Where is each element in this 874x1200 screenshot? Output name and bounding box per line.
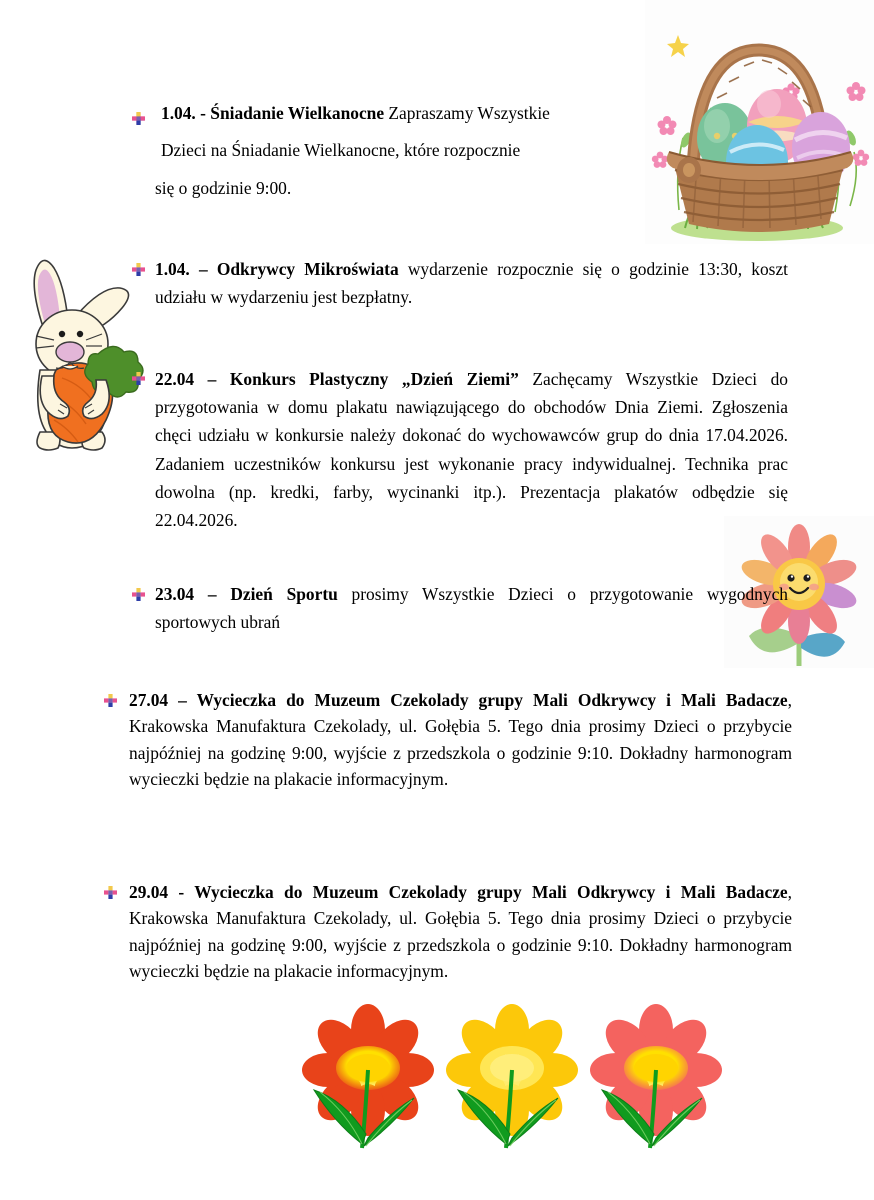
list-item [133, 365, 788, 534]
list-item-paragraph [155, 365, 788, 534]
list-item [133, 105, 653, 217]
cross-bullet-icon [104, 885, 117, 898]
list-item-line-2: Dzieci na Śniadanie Wielkanocne, które rozpocznie [161, 140, 521, 161]
list-item-text: Zapraszamy Wszystkie [384, 103, 550, 123]
list-item-lead: 1.04. - Śniadanie Wielkanocne [161, 103, 385, 123]
list-item-paragraph [129, 879, 792, 985]
list-item-paragraph [155, 581, 788, 637]
cross-bullet-icon [132, 111, 145, 124]
list-item-text: wydarzenie rozpocznie się o godzinie 13:30, koszt udziału w wydarzeniu jest bezpłatny. [155, 259, 788, 307]
list-item [133, 581, 788, 637]
list-item-text: prosimy Wszystkie Dzieci o przygotowanie wygodnych sportowych ubrań [155, 584, 788, 632]
three-flowers-image [268, 1004, 746, 1194]
list-item-paragraph [155, 256, 788, 311]
bunny-with-carrot-image [14, 252, 146, 457]
list-item-line-3: się o godzinie 9:00. [155, 177, 292, 198]
cross-bullet-icon [132, 262, 145, 275]
list-item-lead: 27.04 – Wycieczka do Muzeum Czekolady grupy Mali Odkrywcy i Mali Badacze [129, 690, 788, 710]
list-item-lead: 22.04 – Konkurs Plastyczny „Dzień Ziemi” [155, 369, 519, 389]
list-item-text: Zachęcamy Wszystkie Dzieci do przygotowania w domu plakatu nawiązującego do obchodów Dnia Ziemi. Zgłoszenia chęci udziału w konkursie należy dokonać do wychowawców grup do dnia 17.04.2026. Zadaniem uczestników konkursu jest wykonanie pracy indywidualnej. Technika prac dowolna (np. kredki, farby, wycinanki itp.). Prezentacja plakatów odbędzie się 22.04.2026. [155, 369, 788, 530]
list-item-line-1 [161, 105, 653, 122]
cross-bullet-icon [132, 587, 145, 600]
cross-bullet-icon [104, 693, 117, 706]
list-item-text: , Krakowska Manufaktura Czekolady, ul. Gołębia 5. Tego dnia prosimy Dzieci o przybycie najpóźniej na godzinę 9:00, wyjście z przedszkola o godzinie 9:10. Dokładny harmonogram wycieczki będzie na plakacie informacyjnym. [129, 882, 792, 982]
list-item-paragraph [129, 687, 792, 793]
list-item [105, 879, 792, 985]
list-item [105, 687, 792, 793]
list-item [133, 256, 788, 311]
cross-bullet-icon [132, 371, 145, 384]
easter-basket-image [645, 0, 874, 244]
list-item-lead: 29.04 - Wycieczka do Muzeum Czekolady grupy Mali Odkrywcy i Mali Badacze [129, 882, 788, 902]
list-item-text: , Krakowska Manufaktura Czekolady, ul. Gołębia 5. Tego dnia prosimy Dzieci o przybycie najpóźniej na godzinę 9:00, wyjście z przedszkola o godzinie 9:10. Dokładny harmonogram wycieczki będzie na plakacie informacyjnym. [129, 690, 792, 790]
list-item-lead: 23.04 – Dzień Sportu [155, 584, 338, 604]
list-item-lead: 1.04. – Odkrywcy Mikroświata [155, 259, 399, 279]
